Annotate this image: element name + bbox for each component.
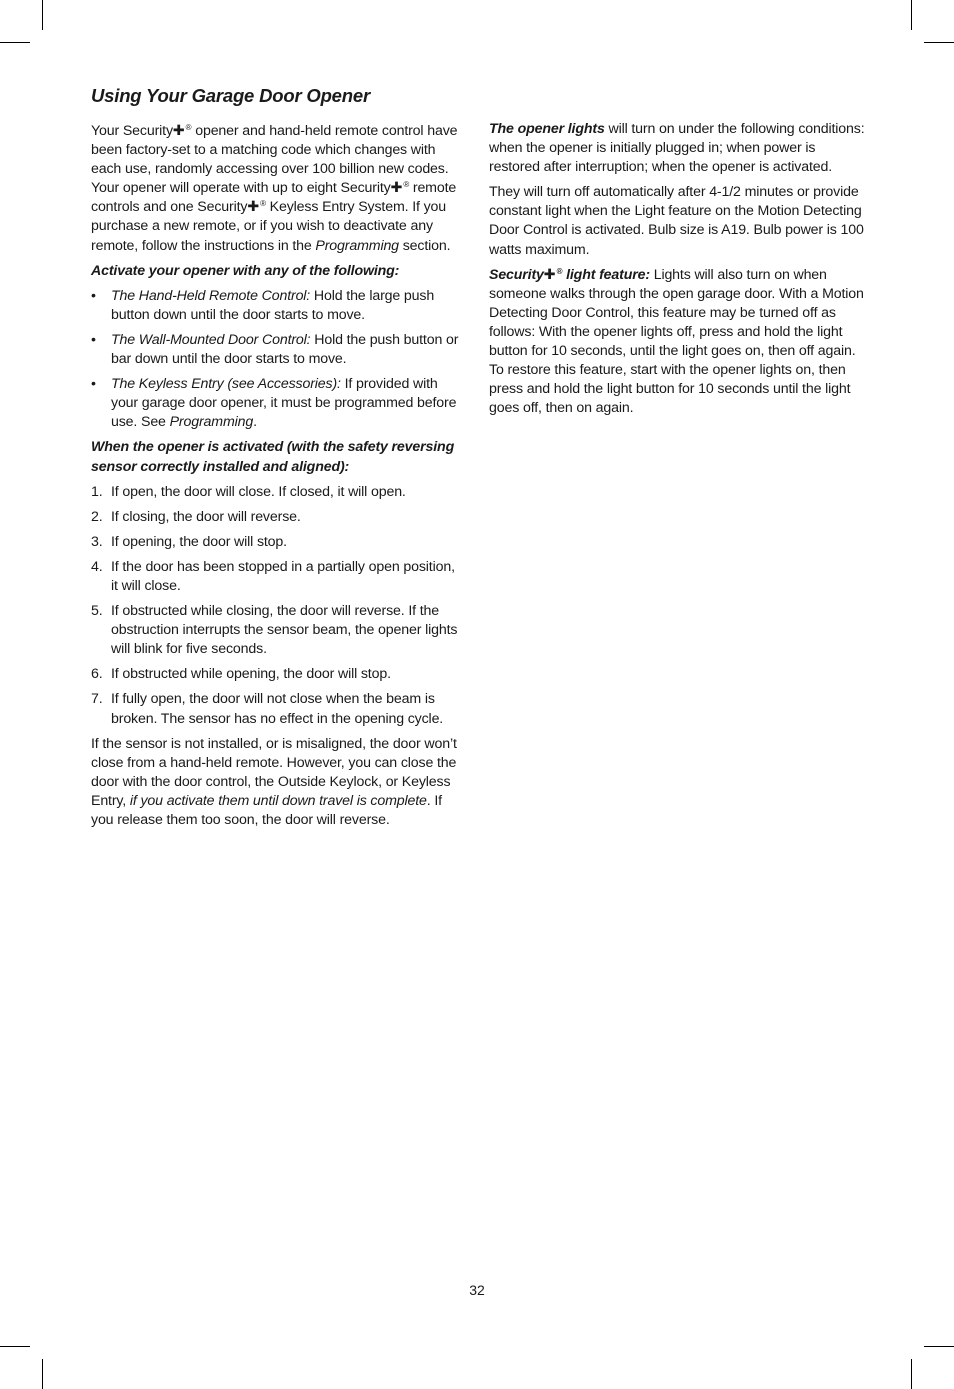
- security-plus-icon: ✚: [172, 123, 185, 139]
- light-feature-paragraph: [489, 266, 865, 419]
- opener-lights-paragraph: [489, 120, 865, 177]
- list-item: [91, 602, 461, 659]
- registered-mark: ®: [185, 123, 192, 132]
- intro-text-3: remote controls and one: [91, 180, 457, 216]
- bullet-end: .: [253, 414, 257, 431]
- crop-mark-top-right-horizontal: [924, 42, 954, 43]
- step-number: 6.: [91, 666, 103, 683]
- brand-name: Security: [197, 199, 248, 216]
- activated-heading: When the opener is activated (with the safety reversing sensor correctly installed and aligned):: [91, 439, 455, 475]
- crop-mark-top-right-vertical: [911, 0, 912, 30]
- list-item: [91, 690, 461, 728]
- light-feature-text: Lights will also turn on when someone walks through the open garage door. With a Motion Detecting Door Control, this feature may be turned off as follows: With the opener lights off, press and hold the light button for 10 seconds, until the light goes on, then off again. To restore this feature, start with the opener lights on, then press and hold the light button for 10 seconds until the light goes off, then on again.: [489, 266, 864, 417]
- registered-mark: ®: [260, 199, 266, 209]
- intro-text-5: section.: [398, 237, 451, 254]
- page-title: Using Your Garage Door Opener: [91, 85, 370, 106]
- brand-name: Security: [340, 180, 391, 197]
- security-brand: [197, 199, 266, 215]
- programming-reference: Programming: [169, 414, 254, 431]
- crop-mark-bottom-right-vertical: [911, 1359, 912, 1389]
- bullet-term: The Hand-Held Remote Control:: [111, 287, 311, 304]
- crop-mark-bottom-left-horizontal: [0, 1346, 30, 1347]
- light-feature-term: [489, 267, 650, 283]
- step-text: If open, the door will close. If closed, it will open.: [111, 483, 406, 500]
- registered-mark: ®: [556, 266, 563, 276]
- list-item: [91, 665, 461, 684]
- bullet-icon: •: [91, 376, 96, 393]
- list-item: [91, 508, 461, 527]
- sensor-note-text-2: . If you release them too soon, the door will reverse.: [91, 792, 442, 828]
- sensor-note-paragraph: [91, 735, 461, 830]
- crop-mark-bottom-right-horizontal: [924, 1346, 954, 1347]
- security-plus-icon: ✚: [543, 266, 556, 283]
- crop-mark-top-left-vertical: [42, 0, 43, 30]
- step-text: If the door has been stopped in a partially open position, it will close.: [111, 558, 455, 594]
- intro-paragraph: [91, 122, 461, 256]
- brand-name: Security: [489, 266, 544, 283]
- bullet-icon: •: [91, 287, 96, 304]
- sensor-note-text-1: If the sensor is not installed, or is misaligned, the door won’t close from a hand-held remote. However, you can close the door with the door control, the Outside Keylock, or Keyless Entry,: [91, 735, 457, 809]
- intro-text-1: Your: [91, 123, 123, 139]
- intro-text-4: Keyless Entry System. If you purchase a new remote, or if you wish to deactivate any remote, follow the instructions in the: [91, 199, 447, 254]
- step-number: 7.: [91, 691, 103, 708]
- bullet-text: Hold the push button or bar down until the door starts to move.: [111, 331, 459, 368]
- list-item: [91, 331, 461, 369]
- activation-results-list: [91, 483, 461, 729]
- step-text: If closing, the door will reverse.: [111, 508, 301, 525]
- step-number: 3.: [91, 533, 103, 550]
- crop-mark-top-left-horizontal: [0, 42, 30, 43]
- security-plus-icon: ✚: [247, 199, 260, 216]
- registered-mark: ®: [403, 180, 410, 190]
- page-number: 32: [469, 1282, 485, 1298]
- step-text: If opening, the door will stop.: [111, 533, 287, 550]
- step-number: 5.: [91, 603, 103, 620]
- opener-lights-term: The opener lights: [489, 121, 605, 137]
- light-feature-label: light feature:: [562, 266, 650, 283]
- bullet-text: If provided with your garage door opener, it must be programmed before use. See: [111, 376, 457, 431]
- step-number: 2.: [91, 508, 103, 525]
- list-item: [91, 558, 461, 596]
- step-number: 4.: [91, 558, 103, 575]
- right-column: [489, 120, 865, 424]
- bullet-term: The Wall-Mounted Door Control:: [111, 331, 311, 348]
- security-plus-icon: ✚: [390, 180, 403, 197]
- auto-off-paragraph: They will turn off automatically after 4-1/2 minutes or provide constant light when the Light feature on the Motion Detecting Door Control is activated. Bulb size is A19. Bulb power is 100 watts maximum.: [489, 184, 864, 258]
- bullet-term: The Keyless Entry (see Accessories):: [111, 376, 341, 393]
- crop-mark-bottom-left-vertical: [42, 1359, 43, 1389]
- brand-name: Security: [122, 123, 173, 139]
- list-item: [91, 533, 461, 552]
- activation-methods-list: [91, 287, 461, 433]
- step-text: If obstructed while opening, the door will stop.: [111, 666, 391, 683]
- list-item: [91, 287, 461, 325]
- left-column: [91, 84, 461, 836]
- security-brand: [341, 180, 410, 196]
- intro-text-2: opener and hand-held remote control have been factory-set to a matching code which changes with each use, randomly accessing over 100 billion new codes. Your opener will operate with up to eight: [91, 123, 458, 197]
- activate-heading: Activate your opener with any of the following:: [91, 262, 400, 279]
- bullet-icon: •: [91, 331, 96, 348]
- step-text: If obstructed while closing, the door will reverse. If the obstruction interrupts the sensor beam, the opener lights will blink for five seconds.: [111, 603, 458, 658]
- sensor-note-emphasis: if you activate them until down travel is complete: [129, 792, 427, 809]
- opener-lights-text: will turn on under the following conditions: when the opener is initially plugged in; when power is restored after interruption; when the opener is activated.: [489, 121, 865, 176]
- step-number: 1.: [91, 483, 103, 500]
- list-item: [91, 483, 461, 502]
- programming-reference: Programming: [315, 237, 399, 254]
- step-text: If fully open, the door will not close when the beam is broken. The sensor has no effect in the opening cycle.: [111, 691, 444, 727]
- list-item: [91, 375, 461, 432]
- bullet-text: Hold the large push button down until the door starts to move.: [111, 287, 435, 323]
- security-brand: [123, 123, 192, 139]
